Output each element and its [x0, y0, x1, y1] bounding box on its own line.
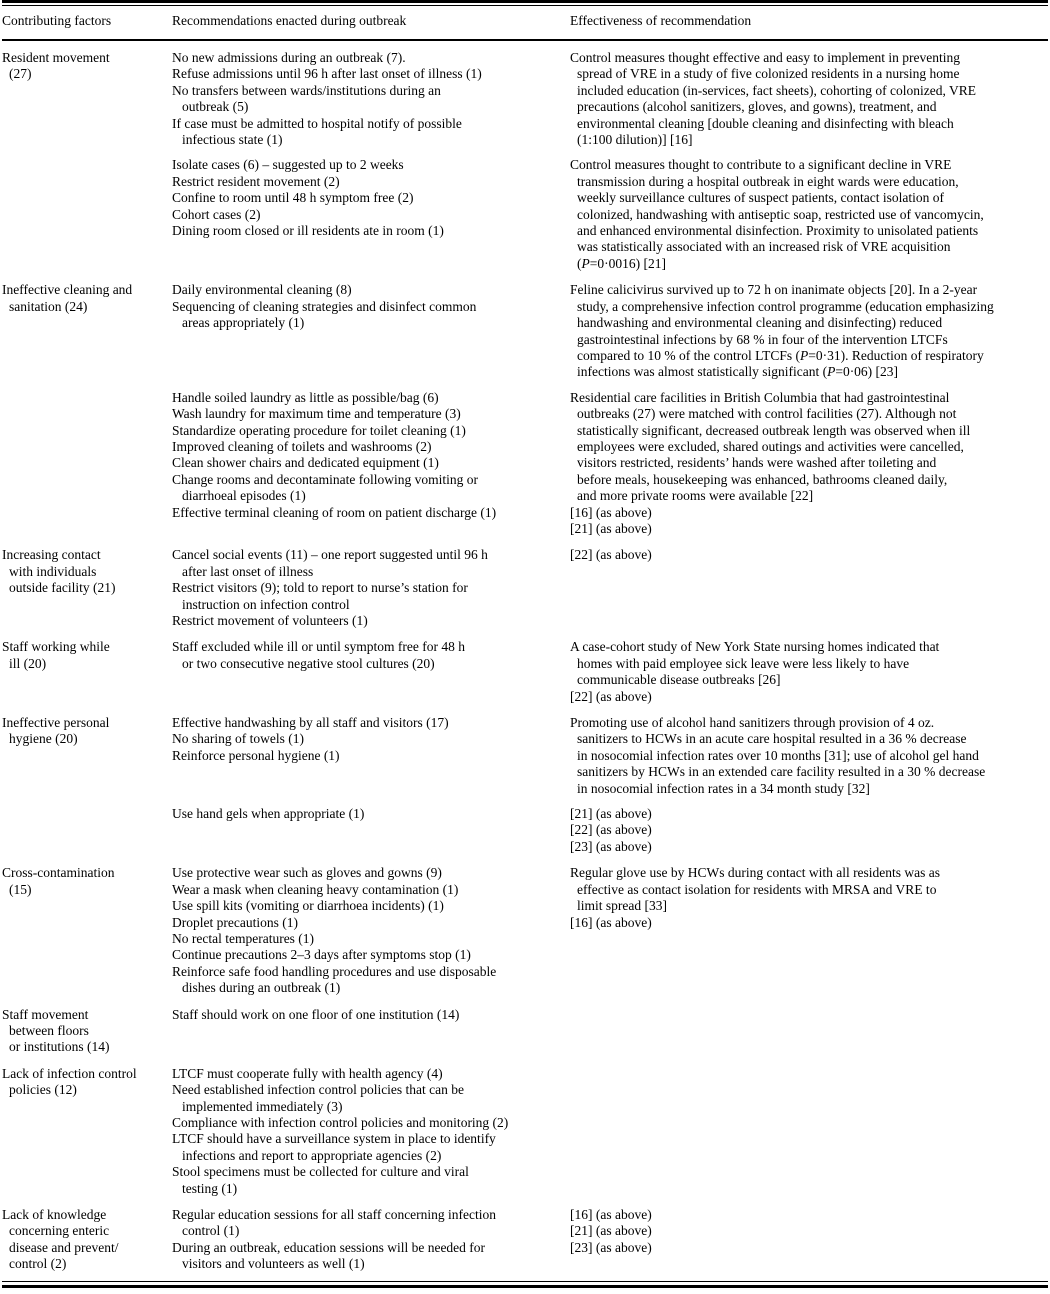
text-line: Reinforce personal hygiene (1): [172, 747, 340, 763]
row-group: [2, 547, 1048, 629]
text-line: Clean shower chairs and dedicated equipment (1): [172, 455, 439, 471]
effectiveness-cell: [570, 157, 1048, 272]
text-line: Cancel social events (11) – one report suggested until 96 h: [172, 547, 488, 563]
text-line: and enhanced environmental disinfection. Proximity to unisolated patients: [577, 223, 979, 239]
text-line: Lack of knowledge: [2, 1207, 107, 1222]
text-line: Compliance with infection control policies and monitoring (2): [172, 1114, 509, 1130]
text-line: included education (in-services, fact sheets), cohorting of colonized, VRE: [577, 82, 976, 98]
text-line: visitors and volunteers as well (1): [182, 1256, 365, 1272]
table-row: [2, 1066, 1048, 1197]
column-header-effectiveness: Effectiveness of recommendation: [570, 13, 752, 28]
text-line: handwashing and environmental cleaning and disinfecting) reduced: [577, 315, 943, 331]
text-line: Continue precautions 2–3 days after symptoms stop (1): [172, 947, 471, 963]
text-line: gastrointestinal infections by 68 % in four of the intervention LTCFs: [577, 331, 948, 347]
text-line: study, a comprehensive infection control programme (education emphasizing: [577, 298, 994, 314]
text-line: spread of VRE in a study of five colonized residents in a nursing home: [577, 66, 960, 82]
text-line: [16] (as above): [570, 1207, 652, 1222]
row-group: [2, 1007, 1048, 1056]
contributing-factor-cell: [2, 639, 172, 672]
text-line: Use hand gels when appropriate (1): [172, 806, 365, 822]
effectiveness-cell: [570, 639, 1048, 705]
text-line: in nosocomial infection rates over 10 months [31]; use of alcohol gel hand: [577, 747, 979, 763]
text-line: instruction on infection control: [182, 596, 350, 612]
text-line: Droplet precautions (1): [172, 914, 298, 930]
effectiveness-cell: [570, 390, 1048, 538]
text-line: Staff excluded while ill or until symptom free for 48 h: [172, 639, 465, 655]
text-line: Staff movement: [2, 1006, 89, 1022]
effectiveness-cell: [570, 865, 1048, 931]
text-line: Restrict movement of volunteers (1): [172, 613, 368, 628]
text-line: ill (20): [9, 655, 47, 671]
text-line: effective as contact isolation for residents with MRSA and VRE to: [577, 881, 937, 897]
text-line: Residential care facilities in British Columbia that had gastrointestinal: [570, 389, 950, 405]
text-line: Increasing contact: [2, 547, 101, 563]
contributing-factor-cell: [2, 547, 172, 596]
contributing-factor-cell: [2, 50, 172, 83]
text-line: Reinforce safe food handling procedures and use disposable: [172, 963, 497, 979]
text-line: (15): [9, 881, 32, 897]
text-line: Handle soiled laundry as little as possible/bag (6): [172, 389, 439, 405]
text-line: [21] (as above): [570, 1223, 652, 1239]
text-line: sanitizers to HCWs in an acute care hospital resulted in a 36 % decrease: [577, 731, 967, 747]
recommendations-cell: [172, 806, 570, 822]
text-line: outbreak (5): [182, 99, 249, 115]
text-line: Ineffective cleaning and: [2, 282, 133, 298]
text-line: No transfers between wards/institutions during an: [172, 82, 441, 98]
text-line: Resident movement: [2, 50, 110, 65]
text-line: [16] (as above): [570, 914, 652, 930]
text-line: employees were excluded, shared outings and activities were cancelled,: [577, 438, 964, 454]
text-line: [21] (as above): [570, 806, 652, 822]
table-row: [2, 1007, 1048, 1056]
text-line: Sequencing of cleaning strategies and disinfect common: [172, 298, 477, 314]
text-line: No new admissions during an outbreak (7).: [172, 50, 406, 65]
text-line: Regular glove use by HCWs during contact with all residents was as: [570, 865, 941, 881]
text-line: with individuals: [9, 563, 97, 579]
text-line: Control measures thought to contribute to a significant decline in VRE: [570, 157, 952, 173]
table-row: [2, 547, 1048, 629]
text-line: implemented immediately (3): [182, 1098, 343, 1114]
text-line: dishes during an outbreak (1): [182, 980, 341, 996]
table-row: [2, 715, 1048, 855]
contributing-factor-cell: [2, 282, 172, 315]
text-line: [21] (as above): [570, 520, 652, 536]
row-group: [2, 390, 1048, 538]
text-line: Wash laundry for maximum time and temperature (3): [172, 406, 461, 422]
rule-thick: [2, 1285, 1048, 1288]
text-line: Effective handwashing by all staff and visitors (17): [172, 715, 449, 731]
effectiveness-cell: [570, 50, 1048, 148]
text-line: environmental cleaning [double cleaning and disinfecting with bleach: [577, 115, 954, 131]
text-line: colonized, handwashing with antiseptic soap, restricted use of vancomycin,: [577, 206, 984, 222]
recommendations-cell: [172, 715, 570, 764]
text-line: concerning enteric: [9, 1223, 110, 1239]
effectiveness-cell: [570, 547, 1048, 563]
contributing-factor-cell: [2, 1066, 172, 1099]
text-line: Daily environmental cleaning (8): [172, 282, 352, 298]
text-line: infections was almost statistically significant (P=0·06) [23]: [577, 364, 899, 380]
text-line: compared to 10 % of the control LTCFs (P=0·31). Reduction of respiratory: [577, 347, 984, 363]
text-line: Refuse admissions until 96 h after last onset of illness (1): [172, 66, 482, 82]
table-header-row: [2, 6, 1048, 39]
text-line: Feline calicivirus survived up to 72 h on inanimate objects [20]. In a 2-year: [570, 282, 978, 298]
text-line: Restrict visitors (9); told to report to nurse’s station for: [172, 580, 468, 596]
text-line: policies (12): [9, 1082, 77, 1098]
text-line: Isolate cases (6) – suggested up to 2 weeks: [172, 157, 404, 173]
text-line: Ineffective personal: [2, 715, 110, 731]
recommendations-cell: [172, 1007, 570, 1023]
text-line: hygiene (20): [9, 731, 78, 747]
row-group: [2, 50, 1048, 148]
text-line: (27): [9, 66, 32, 82]
text-line: control (2): [9, 1256, 67, 1272]
column-header-recommendations: Recommendations enacted during outbreak: [172, 13, 407, 28]
text-line: sanitation (24): [9, 298, 88, 314]
effectiveness-cell: [570, 1207, 1048, 1256]
table-row: [2, 865, 1048, 996]
table-row: [2, 50, 1048, 272]
recommendations-cell: [172, 1207, 570, 1273]
text-line: [22] (as above): [570, 822, 652, 838]
text-line: outbreaks (27) were matched with control facilities (27). Although not: [577, 406, 957, 422]
text-line: A case-cohort study of New York State nursing homes indicated that: [570, 639, 940, 655]
text-line: infectious state (1): [182, 132, 283, 148]
recommendations-cell: [172, 157, 570, 239]
text-line: [16] (as above): [570, 504, 652, 520]
text-line: between floors: [9, 1022, 89, 1038]
row-group: [2, 282, 1048, 380]
contributing-factor-cell: [2, 715, 172, 748]
text-line: Staff working while: [2, 639, 110, 655]
table-row: [2, 282, 1048, 537]
text-line: or institutions (14): [9, 1039, 110, 1055]
text-line: Standardize operating procedure for toilet cleaning (1): [172, 422, 466, 438]
text-line: limit spread [33]: [577, 898, 667, 914]
text-line: (1:100 dilution)] [16]: [577, 132, 693, 148]
text-line: after last onset of illness: [182, 563, 314, 579]
text-line: precautions (alcohol sanitizers, gloves, and gowns), treatment, and: [577, 99, 937, 115]
text-line: testing (1): [182, 1180, 238, 1196]
text-line: was statistically associated with an increased risk of VRE acquisition: [577, 239, 951, 255]
recommendations-cell: [172, 865, 570, 996]
recommendations-cell: [172, 390, 570, 521]
text-line: No sharing of towels (1): [172, 731, 304, 747]
text-line: Restrict resident movement (2): [172, 173, 340, 189]
text-line: Cross-contamination: [2, 865, 115, 881]
column-header-contributing-factors: Contributing factors: [2, 13, 112, 28]
text-line: disease and prevent/: [9, 1239, 119, 1255]
recommendations-cell: [172, 1066, 570, 1197]
table-row: [2, 639, 1048, 705]
effectiveness-cell: [570, 282, 1048, 380]
text-line: transmission during a hospital outbreak in eight wards were education,: [577, 173, 959, 189]
text-line: homes with paid employee sick leave were less likely to have: [577, 655, 910, 671]
effectiveness-cell: [570, 715, 1048, 797]
text-line: outside facility (21): [9, 580, 116, 596]
text-line: Promoting use of alcohol hand sanitizers through provision of 4 oz.: [570, 715, 935, 731]
text-line: Regular education sessions for all staff concerning infection: [172, 1207, 497, 1222]
text-line: Need established infection control policies that can be: [172, 1082, 465, 1098]
row-group: [2, 715, 1048, 797]
text-line: (P=0·0016) [21]: [577, 255, 666, 271]
text-line: control (1): [182, 1223, 240, 1239]
contributing-factor-cell: [2, 1007, 172, 1056]
text-line: [22] (as above): [570, 547, 652, 563]
recommendations-cell: [172, 282, 570, 331]
contributing-factor-cell: [2, 865, 172, 898]
text-line: Change rooms and decontaminate following vomiting or: [172, 471, 478, 487]
row-group: [2, 1066, 1048, 1197]
text-line: Use spill kits (vomiting or diarrhoea incidents) (1): [172, 898, 444, 914]
row-group: [2, 1207, 1048, 1273]
row-group: [2, 865, 1048, 996]
text-line: If case must be admitted to hospital notify of possible: [172, 115, 462, 131]
text-line: Confine to room until 48 h symptom free (2): [172, 190, 414, 206]
row-group: [2, 806, 1048, 855]
text-line: before meals, housekeeping was enhanced, bathrooms cleaned daily,: [577, 471, 948, 487]
text-line: visitors restricted, residents’ hands were washed after toileting and: [577, 455, 937, 471]
recommendations-cell: [172, 547, 570, 629]
text-line: and more private rooms were available [22]: [577, 488, 814, 504]
text-line: Staff should work on one floor of one institution (14): [172, 1006, 460, 1022]
text-line: or two consecutive negative stool cultures (20): [182, 655, 435, 671]
bottom-double-rule: [2, 1281, 1048, 1288]
text-line: Control measures thought effective and easy to implement in preventing: [570, 50, 961, 65]
text-line: in nosocomial infection rates in a 34 month study [32]: [577, 780, 870, 796]
row-group: [2, 157, 1048, 272]
text-line: Stool specimens must be collected for culture and viral: [172, 1164, 469, 1180]
effectiveness-cell: [570, 806, 1048, 855]
text-line: areas appropriately (1): [182, 315, 305, 331]
text-line: [22] (as above): [570, 688, 652, 704]
text-line: diarrhoeal episodes (1): [182, 488, 306, 504]
text-line: Effective terminal cleaning of room on patient discharge (1): [172, 504, 497, 520]
text-line: Lack of infection control: [2, 1065, 137, 1081]
table-row: [2, 1207, 1048, 1273]
text-line: Use protective wear such as gloves and gowns (9): [172, 865, 442, 881]
text-line: Dining room closed or ill residents ate in room (1): [172, 223, 444, 239]
text-line: statistically significant, decreased outbreak length was observed when ill: [577, 422, 971, 438]
text-line: sanitizers by HCWs in an extended care facility resulted in a 30 % decrease: [577, 764, 986, 780]
recommendations-cell: [172, 639, 570, 672]
text-line: communicable disease outbreaks [26]: [577, 672, 781, 688]
text-line: Wear a mask when cleaning heavy contamination (1): [172, 881, 459, 897]
text-line: LTCF should have a surveillance system in place to identify: [172, 1131, 496, 1147]
text-line: weekly surveillance cultures of suspect patients, contact isolation of: [577, 190, 945, 206]
text-line: infections and report to appropriate agencies (2): [182, 1147, 442, 1163]
text-line: No rectal temperatures (1): [172, 930, 315, 946]
contributing-factor-cell: [2, 1207, 172, 1273]
text-line: Improved cleaning of toilets and washrooms (2): [172, 438, 432, 454]
text-line: During an outbreak, education sessions will be needed for: [172, 1239, 486, 1255]
text-line: [23] (as above): [570, 1239, 652, 1255]
text-line: Cohort cases (2): [172, 206, 261, 222]
text-line: [23] (as above): [570, 838, 652, 854]
recommendations-cell: [172, 50, 570, 148]
table-body: [2, 41, 1048, 1273]
row-group: [2, 639, 1048, 705]
text-line: LTCF must cooperate fully with health agency (4): [172, 1065, 443, 1081]
